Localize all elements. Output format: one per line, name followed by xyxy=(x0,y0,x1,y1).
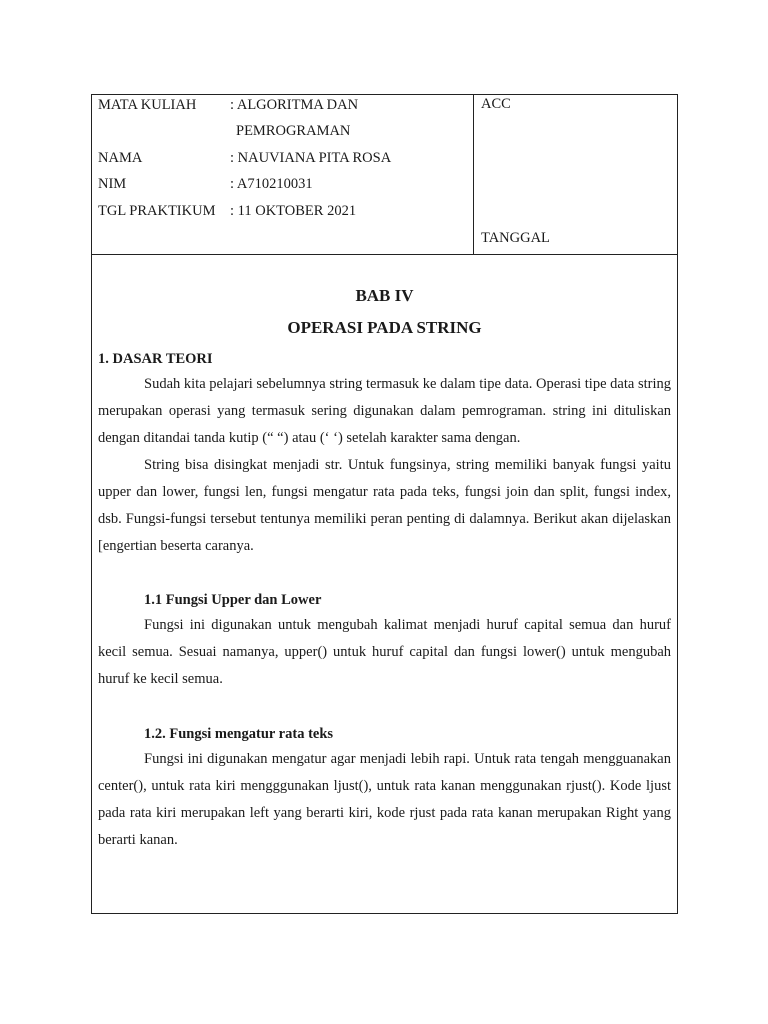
nim-label: NIM xyxy=(98,176,127,192)
paragraph-dasar-teori-2: String bisa disingkat menjadi str. Untuk fungsinya, string memiliki banyak fungsi yaitu upper dan lower, fungsi len, fungsi mengatur rata pada teks, fungsi join dan split, fungsi index, dsb. Fungsi-fungsi tersebut tentunya memiliki peran penting di dalamnya. Berikut akan dijelaskan [engertian beserta caranya. xyxy=(98,457,671,554)
date-value: : 11 OKTOBER 2021 xyxy=(230,203,357,219)
report-sheet xyxy=(91,94,678,914)
course-value: : ALGORITMA DAN xyxy=(230,97,359,113)
paragraph-upper-lower: Fungsi ini digunakan untuk mengubah kalimat menjadi huruf capital semua dan huruf kecil semua. Sesuai namanya, upper() untuk huruf capital dan fungsi lower() untuk mengubah huruf ke kecil semua. xyxy=(98,617,671,687)
chapter-title: OPERASI PADA STRING xyxy=(287,318,482,337)
course-value-cont: PEMROGRAMAN xyxy=(236,123,351,139)
nim-value: : A710210031 xyxy=(230,176,313,192)
tanggal-label: TANGGAL xyxy=(481,230,550,246)
chapter-heading: BAB IV xyxy=(355,286,414,305)
name-label: NAMA xyxy=(98,150,143,166)
identity-cell xyxy=(92,95,474,254)
subsection-heading-upper-lower: 1.1 Fungsi Upper dan Lower xyxy=(144,592,322,608)
name-value: : NAUVIANA PITA ROSA xyxy=(230,150,392,166)
section-heading-dasar-teori: 1. DASAR TEORI xyxy=(98,351,213,367)
date-label: TGL PRAKTIKUM xyxy=(98,203,216,219)
paragraph-dasar-teori-1: Sudah kita pelajari sebelumnya string termasuk ke dalam tipe data. Operasi tipe data string merupakan operasi yang termasuk sering digunakan dalam pemrograman. string ini dituliskan dengan ditandai tanda kutip (“ “) atau (‘ ‘) setelah karakter sama dengan. xyxy=(98,376,671,446)
course-label: MATA KULIAH xyxy=(98,97,197,113)
header-table xyxy=(92,95,677,255)
subsection-heading-rata-teks: 1.2. Fungsi mengatur rata teks xyxy=(144,726,334,742)
acc-label: ACC xyxy=(481,96,511,112)
paragraph-rata-teks: Fungsi ini digunakan mengatur agar menjadi lebih rapi. Untuk rata tengah mengguanakan center(), untuk rata kiri mengggunakan ljust(), untuk rata kanan menggunakan rjust(). Kode ljust pada rata kiri merupakan left yang berarti kiri, kode rjust pada rata kanan merupakan Right yang berarti kanan. xyxy=(98,751,671,848)
